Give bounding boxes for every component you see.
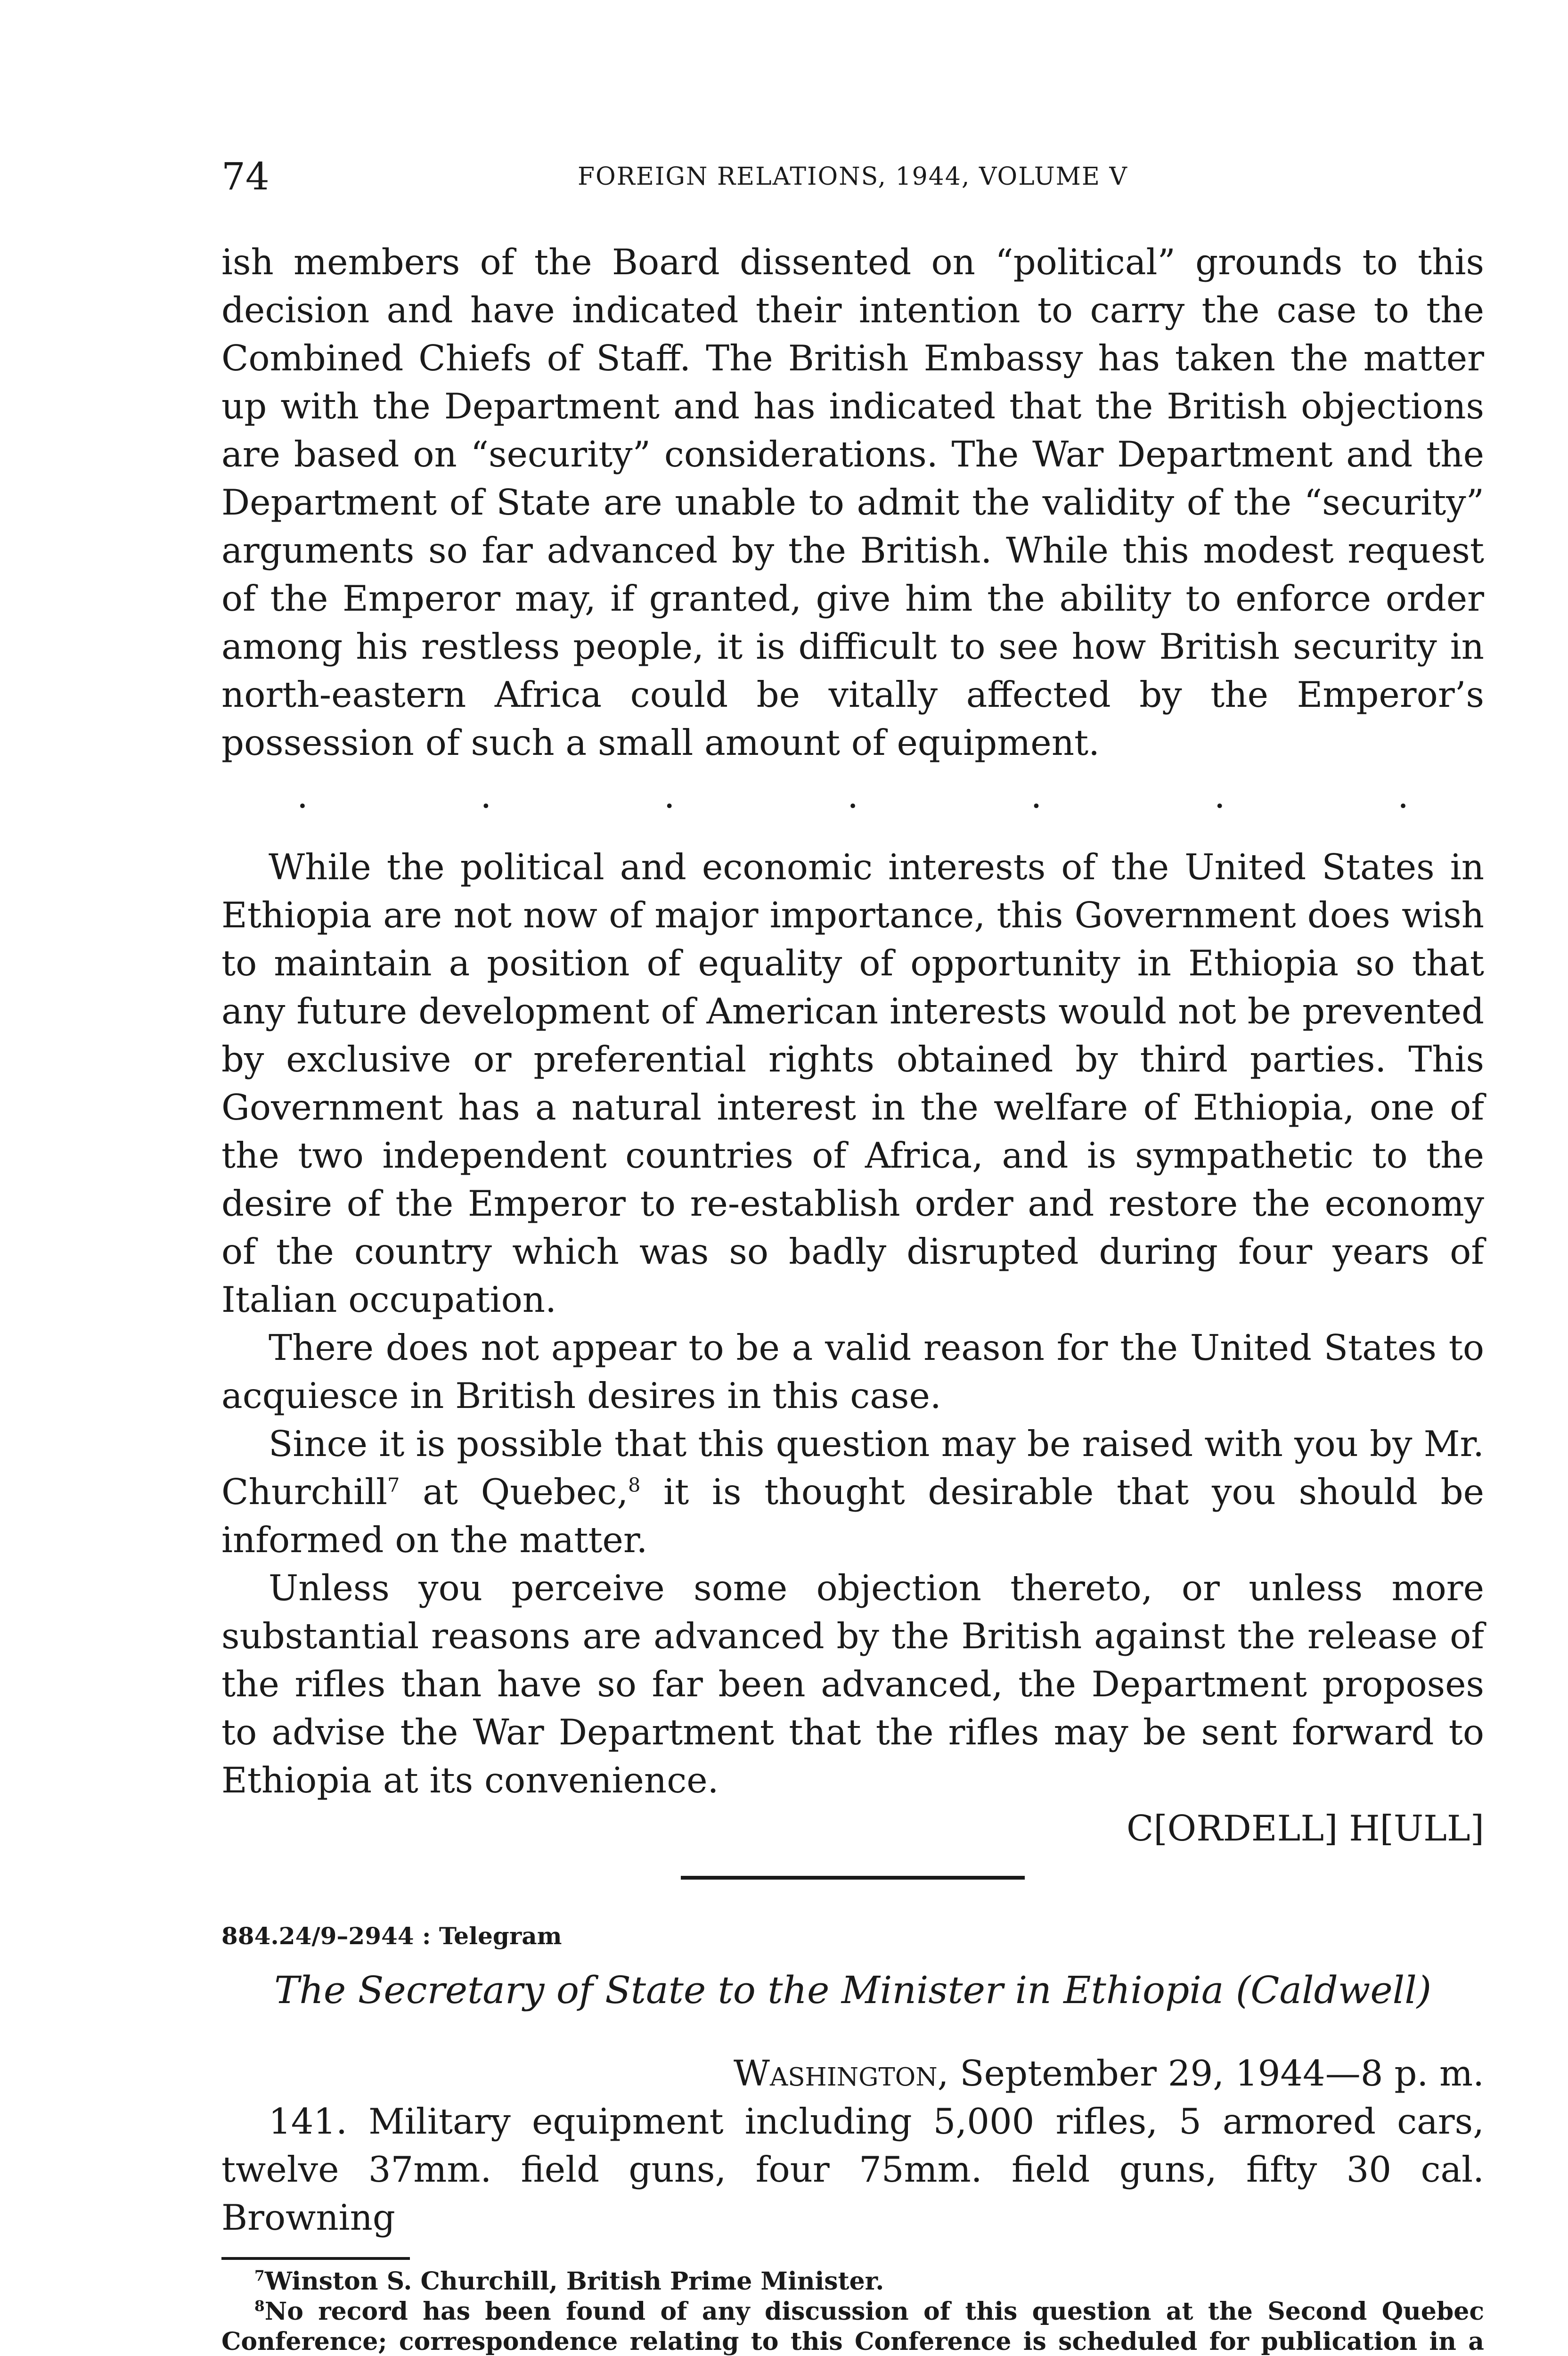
- footnote-8-text: No record has been found of any discussion of this question at the Second Quebec Conference; correspondence relating to this Conference is scheduled for publication in a: [221, 2297, 1484, 2356]
- dateline-place: Washington: [733, 2053, 938, 2094]
- paragraph-churchill-text-b: at Quebec,: [400, 1471, 629, 1513]
- paragraph-churchill-text-a: Since it is possible that this question may be raised with you by Mr. Churchill: [221, 1423, 1484, 1513]
- ellipsis-row: [221, 767, 1484, 843]
- ellipsis-dot: .: [847, 775, 858, 816]
- paragraph-churchill-text-c: it is thought desirable that you should be informed on the matter.: [221, 1471, 1484, 1561]
- running-head: FOREIGN RELATIONS, 1944, VOLUME V: [578, 163, 1128, 191]
- signature-mid: ] H[: [1324, 1808, 1394, 1849]
- footnote-8-number: 8: [254, 2298, 265, 2315]
- ellipsis-dot: .: [480, 775, 492, 816]
- page-header: [221, 151, 1484, 203]
- ellipsis-dot: .: [1030, 775, 1042, 816]
- footnote-8: [221, 2297, 1484, 2356]
- footnote-ref-8: 8: [628, 1474, 641, 1497]
- footnote-ref-7: 7: [387, 1474, 400, 1497]
- signature: [221, 1804, 1484, 1852]
- document-title: The Secretary of State to the Minister in Ethiopia (Caldwell): [274, 1968, 1432, 2012]
- footnote-7: [221, 2266, 1484, 2297]
- dateline: [221, 2049, 1484, 2097]
- footnote-7-text: Winston S. Churchill, British Prime Minister.: [264, 2267, 884, 2296]
- footnotes: [221, 2266, 1484, 2356]
- body-text: [221, 238, 1484, 2241]
- paragraph-churchill: [221, 1420, 1484, 1564]
- paragraph-interests: While the political and economic interests of the United States in Ethiopia are not now of major importance, this Government does wish to maintain a position of equality of opportunity in Ethiopia so that any future development of American interests would not be prevented by exclusive or preferential rights obtained by third parties. This Government has a natural interest in the welfare of Ethiopia, one of the two independent countries of Africa, and is sympathetic to the desire of the Emperor to re-establish order and restore the economy of the country which was so badly disrupted during four years of Italian occupation.: [221, 846, 1484, 1320]
- paragraph-continuation: ish members of the Board dissented on “political” grounds to this decision and have indicated their intention to carry the case to the Combined Chiefs of Staff. The British Embassy has taken the matter up with the Department and has indicated that the British objections are based on “security” considerations. The War Department and the Department of State are unable to admit the validity of the “security” arguments so far advanced by the British. While this modest request of the Emperor may, if granted, give him the ability to enforce order among his restless people, it is difficult to see how British security in north-eastern Africa could be vitally affected by the Emperor’s possession of such a small amount of equipment.: [221, 241, 1484, 763]
- page-number: 74: [221, 155, 270, 198]
- ellipsis-dot: .: [297, 775, 308, 816]
- ellipsis-dot: .: [1397, 775, 1409, 816]
- paragraph-acquiesce: There does not appear to be a valid reason for the United States to acquiesce in British desires in this case.: [221, 1327, 1484, 1416]
- ellipsis-dot: .: [663, 775, 675, 816]
- signature-h-rest: ULL: [1393, 1808, 1470, 1849]
- signature-c: C[: [1127, 1808, 1168, 1849]
- signature-end: ]: [1470, 1808, 1484, 1849]
- document-reference: 884.24/9–2944 : Telegram: [221, 1922, 562, 1950]
- ellipsis-dot: .: [1214, 775, 1225, 816]
- dateline-date: , September 29, 1944—8 p. m.: [937, 2053, 1484, 2094]
- section-divider: [681, 1876, 1025, 1880]
- footnote-divider: [221, 2257, 410, 2260]
- signature-c-rest: ORDELL: [1167, 1808, 1324, 1849]
- telegram-opening: 141. Military equipment including 5,000 rifles, 5 armored cars, twelve 37mm. field guns, four 75mm. field guns, fifty 30 cal. Browning: [221, 2101, 1484, 2238]
- footnote-7-number: 7: [254, 2267, 265, 2285]
- paragraph-rifles: Unless you perceive some objection thereto, or unless more substantial reasons are advanced by the British against the release of the rifles than have so far been advanced, the Department proposes to advise the War Department that the rifles may be sent forward to Ethiopia at its convenience.: [221, 1567, 1484, 1801]
